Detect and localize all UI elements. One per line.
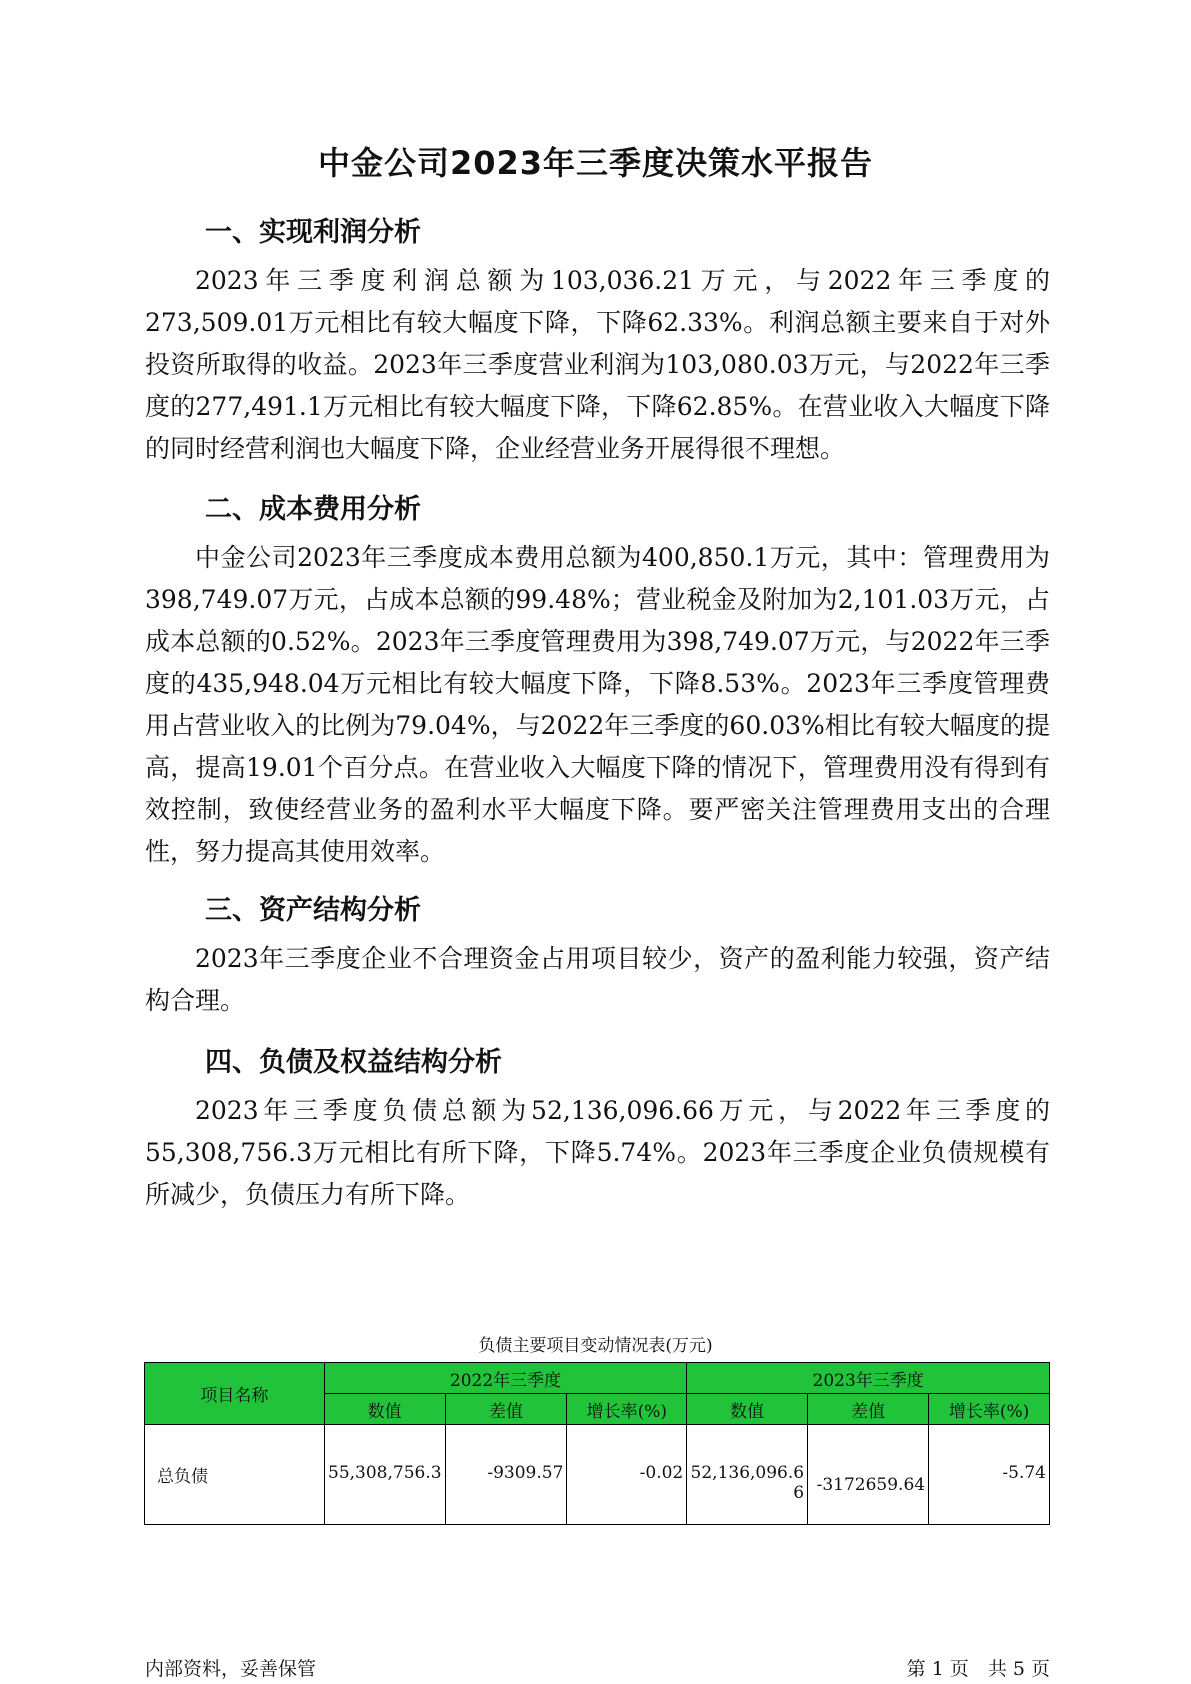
header-value-2023: 数值 bbox=[687, 1394, 808, 1425]
section-heading-liability: 四、负债及权益结构分析 bbox=[205, 1047, 502, 1078]
header-growth-2023: 增长率(%) bbox=[929, 1394, 1050, 1425]
liability-change-table bbox=[144, 1362, 1050, 1525]
header-period-2023: 2023年三季度 bbox=[687, 1363, 1050, 1394]
section-heading-profit: 一、实现利润分析 bbox=[205, 217, 421, 248]
section-heading-asset: 三、资产结构分析 bbox=[205, 895, 421, 926]
section-heading-cost: 二、成本费用分析 bbox=[205, 494, 421, 525]
cell-diff-2022: -9309.57 bbox=[445, 1425, 567, 1525]
cell-value-2023: 52,136,096.66 bbox=[687, 1425, 808, 1525]
cell-value-2022: 55,308,756.3 bbox=[324, 1425, 445, 1525]
footer-confidential-note: 内部资料，妥善保管 bbox=[145, 1658, 317, 1680]
footer-page-number: 第 1 页 共 5 页 bbox=[906, 1658, 1050, 1680]
section-paragraph-profit: 2023年三季度利润总额为103,036.21万元，与2022年三季度的273,509.01万元相比有较大幅度下降，下降62.33%。利润总额主要来自于对外投资所取得的收益。2023年三季度营业利润为103,080.03万元，与2022年三季度的277,491.1万元相比有较大幅度下降，下降62.85%。在营业收入大幅度下降的同时经营利润也大幅度下降，企业经营业务开展得很不理想。 bbox=[145, 266, 1050, 463]
header-diff-2022: 差值 bbox=[445, 1394, 567, 1425]
header-period-2022: 2022年三季度 bbox=[324, 1363, 687, 1394]
header-diff-2023: 差值 bbox=[808, 1394, 929, 1425]
cell-growth-2023: -5.74 bbox=[929, 1425, 1050, 1525]
header-value-2022: 数值 bbox=[324, 1394, 445, 1425]
table-row bbox=[145, 1425, 1050, 1525]
section-paragraph-liability: 2023年三季度负债总额为52,136,096.66万元，与2022年三季度的55,308,756.3万元相比有所下降，下降5.74%。2023年三季度企业负债规模有所减少，负债压力有所下降。 bbox=[145, 1096, 1050, 1209]
section-paragraph-asset: 2023年三季度企业不合理资金占用项目较少，资产的盈利能力较强，资产结构合理。 bbox=[145, 944, 1050, 1015]
cell-diff-2023: -3172659.64 bbox=[808, 1425, 929, 1525]
page-title: 中金公司2023年三季度决策水平报告 bbox=[317, 144, 874, 182]
header-growth-2022: 增长率(%) bbox=[567, 1394, 687, 1425]
cell-growth-2022: -0.02 bbox=[567, 1425, 687, 1525]
row-name: 总负债 bbox=[145, 1425, 325, 1525]
header-item-name: 项目名称 bbox=[145, 1363, 325, 1425]
table-caption: 负债主要项目变动情况表(万元) bbox=[478, 1336, 713, 1356]
section-paragraph-cost: 中金公司2023年三季度成本费用总额为400,850.1万元，其中：管理费用为398,749.07万元，占成本总额的99.48%；营业税金及附加为2,101.03万元，占成本总额的0.52%。2023年三季度管理费用为398,749.07万元，与2022年三季度的435,948.04万元相比有较大幅度下降，下降8.53%。2023年三季度管理费用占营业收入的比例为79.04%，与2022年三季度的60.03%相比有较大幅度的提高，提高19.01个百分点。在营业收入大幅度下降的情况下，管理费用没有得到有效控制，致使经营业务的盈利水平大幅度下降。要严密关注管理费用支出的合理性，努力提高其使用效率。 bbox=[145, 543, 1050, 866]
